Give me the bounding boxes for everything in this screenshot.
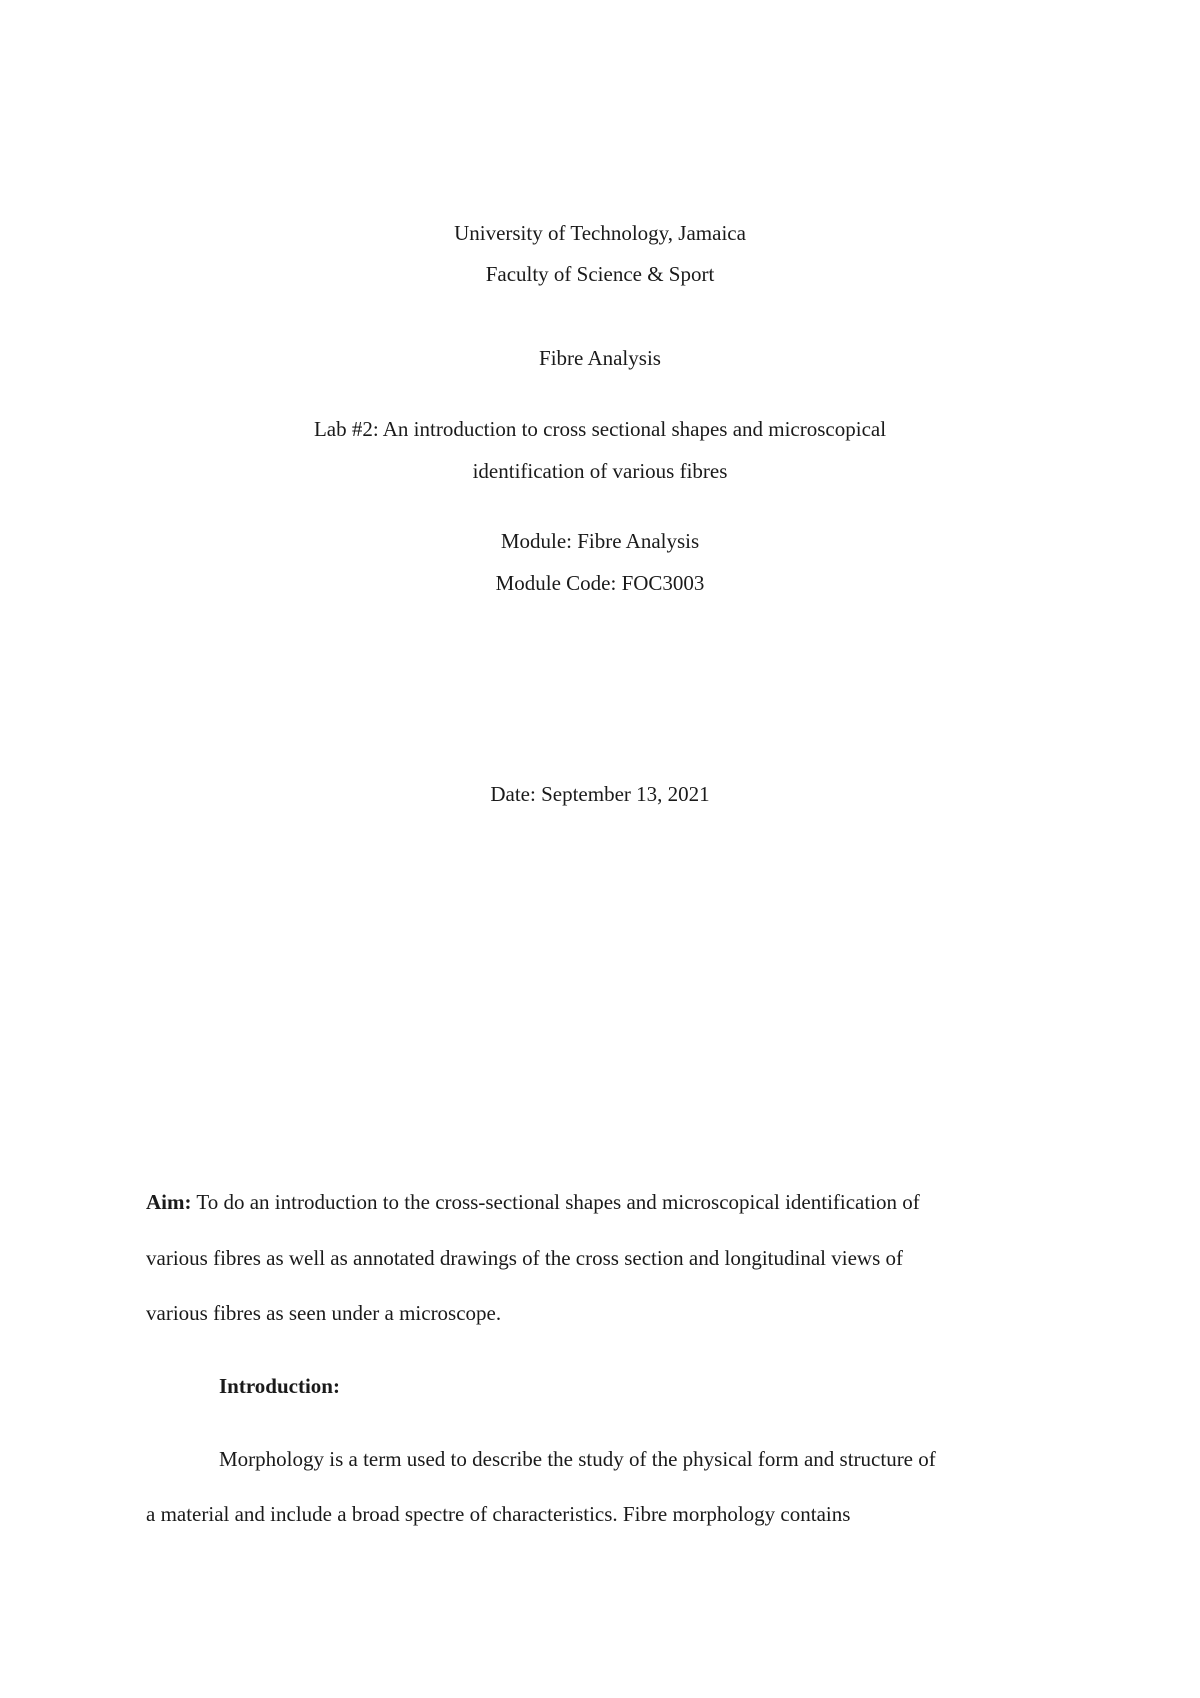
document-date: Date: September 13, 2021	[490, 782, 710, 806]
aim-label: Aim:	[146, 1190, 192, 1214]
module-code: Module Code: FOC3003	[495, 571, 705, 595]
aim-paragraph-line-2: various fibres as well as annotated drawings of the cross section and longitudinal views of	[146, 1246, 903, 1270]
faculty-name: Faculty of Science & Sport	[485, 262, 715, 286]
module-name: Module: Fibre Analysis	[500, 529, 700, 553]
course-title: Fibre Analysis	[539, 346, 661, 370]
lab-title-line-2: identification of various fibres	[472, 459, 728, 483]
aim-paragraph-line-3: various fibres as seen under a microscope.	[146, 1301, 502, 1325]
aim-text-1: To do an introduction to the cross-sectional shapes and microscopical identification of	[191, 1190, 920, 1214]
introduction-paragraph-line-2: a material and include a broad spectre of characteristics. Fibre morphology contains	[146, 1502, 851, 1526]
university-name: University of Technology, Jamaica	[454, 221, 746, 245]
introduction-heading-text: Introduction:	[219, 1374, 340, 1398]
lab-title-line-1: Lab #2: An introduction to cross sectional shapes and microscopical	[313, 417, 887, 441]
introduction-paragraph-line-1: Morphology is a term used to describe the study of the physical form and structure of	[219, 1447, 936, 1471]
introduction-heading	[219, 1373, 340, 1399]
aim-paragraph-line-1	[146, 1189, 920, 1215]
